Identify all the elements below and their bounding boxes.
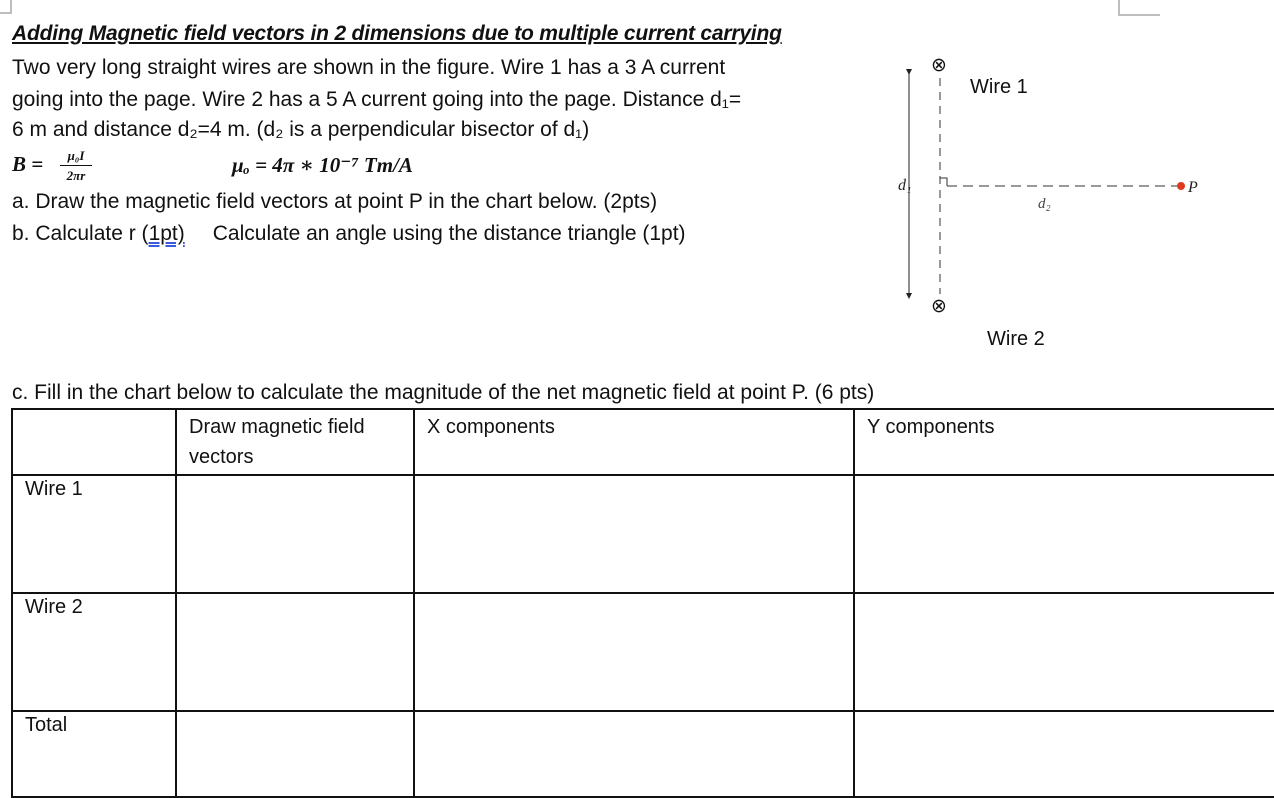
intro-line-2: going into the page. Wire 2 has a 5 A current going into the page. Distance d₁= [12,88,742,111]
page-corner-mark-left [0,0,12,14]
chart-header-x-components: X components [414,409,854,475]
chart-row-label: Total [12,711,176,797]
page-corner-mark-right [1118,0,1160,16]
right-angle-marker [940,178,947,186]
magnetic-field-chart [11,408,1274,798]
chart-cell-x[interactable] [414,475,854,593]
formula-b-denominator: 2πr [66,168,86,183]
wire2-into-page-icon: ⊗ [931,295,947,317]
chart-header-blank [12,409,176,475]
question-b-points: 1pt) [148,222,185,245]
chart-cell-x[interactable] [414,711,854,797]
chart-header-y-components: Y components [854,409,1274,475]
formula-b-fraction [60,148,92,184]
question-b-prefix: b. Calculate r ( [12,222,149,245]
chart-cell-y[interactable] [854,711,1274,797]
chart-row-wire2 [12,593,1274,711]
chart-cell-x[interactable] [414,593,854,711]
chart-header-row [12,409,1274,475]
question-b-angle: Calculate an angle using the distance triangle (1pt) [212,222,686,245]
point-p [1177,182,1185,190]
chart-cell-y[interactable] [854,593,1274,711]
chart-cell-vectors[interactable] [176,475,414,593]
intro-line-3: 6 m and distance d₂=4 m. (d₂ is a perpendicular bisector of d₁) [12,118,590,141]
chart-row-total [12,711,1274,797]
d2-label: d₂ [1038,196,1051,212]
wire2-label: Wire 2 [987,328,1045,350]
wire1-label: Wire 1 [970,76,1028,98]
question-b [12,222,686,246]
chart-row-label: Wire 2 [12,593,176,711]
intro-line-1: Two very long straight wires are shown in the figure. Wire 1 has a 3 A current [12,56,726,79]
formula-b-lhs: B = [12,152,44,176]
d1-label: d₁ [898,177,912,194]
point-p-label: P [1188,179,1198,196]
question-a: a. Draw the magnetic field vectors at point P in the chart below. (2pts) [12,190,658,213]
worksheet-title: Adding Magnetic field vectors in 2 dimensions due to multiple current carrying [12,22,782,45]
chart-cell-y[interactable] [854,475,1274,593]
formula-mu: μₒ = 4π ∗ 10⁻⁷ Tm/A [232,153,413,177]
wire1-into-page-icon: ⊗ [931,54,947,76]
wire-diagram [880,50,1210,320]
question-c: c. Fill in the chart below to calculate the magnitude of the net magnetic field at point P. (6 pts) [12,381,875,404]
chart-cell-vectors[interactable] [176,593,414,711]
chart-row-wire1 [12,475,1274,593]
chart-header-vectors: Draw magnetic field vectors [176,409,414,475]
chart-row-label: Wire 1 [12,475,176,593]
formula-b-numerator: μ₀I [60,148,92,166]
chart-cell-vectors[interactable] [176,711,414,797]
